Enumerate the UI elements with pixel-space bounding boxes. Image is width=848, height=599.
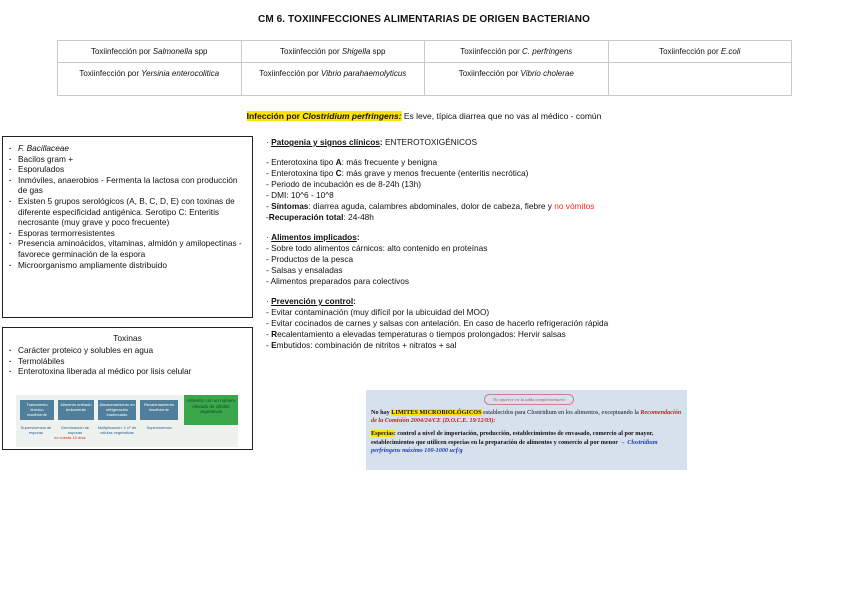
toxins-title: Toxinas [113,333,142,343]
prevention-heading: · Prevención y control: [266,296,356,306]
pathogenesis-line: - DMI: 10^6 - 10^8 [266,190,334,200]
characteristic-item: · Presencia aminoácidos, vitaminas, almidón y amilopectinas - favorece germinación de la espora [7,238,248,259]
toxin-item: · Enterotoxina liberada al médico por lisis celular [7,366,248,377]
characteristic-item: · Inmóviles, anaerobios - Fermenta la lactosa con producción de gas [7,175,248,196]
pathogenesis-heading: · Patogenia y signos clínicos: ENTEROTOXIGÉNICOS [266,137,478,147]
foods-heading: · Alimentos implicados: [266,232,360,242]
nav-cell-vibrio-parahaemolyticus[interactable]: Toxiinfección por Vibrio parahaemolyticus [241,63,425,96]
flow-step: Almacenamiento en refrigeración inadecuado [98,400,136,420]
flow-handwritten-note: no cuesta 15 días [54,435,86,440]
details-column [266,137,686,351]
symptoms-line: - Síntomas: diarrea aguda, calambres abdominales, dolor de cabeza, fiebre y no vómitos [266,201,595,211]
flow-note: Supervivencia de esporas [20,425,52,435]
recovery-line: -Recuperación total: 24-48h [266,212,374,222]
flow-step: Recalentamiento insuficiente [140,400,178,420]
spices-paragraph: Especias: control a nivel de importación, producción, establecimientos de envasado, comercio al por mayor, establecimientos que utilicen especias en la preparación de alimentos y comercio al por menor → Clostridium perfringens máximo 100-1000 ucf/g [371,430,658,454]
flow-note: Supervivencia [146,425,172,430]
characteristic-item: · F. Bacillaceae [7,143,248,154]
nav-cell-empty [608,63,792,96]
nav-cell-shigella[interactable]: Toxiinfección por Shigella spp [241,41,425,63]
pathogenesis-line: - Enterotoxina tipo A: más frecuente y benigna [266,157,438,167]
characteristic-item: · Microorganismo ampliamente distribuido [7,260,248,271]
nav-cell-yersinia[interactable]: Toxiinfección por Yersinia enterocolitica [58,63,242,96]
food-item: - Sobre todo alimentos cárnicos: alto contenido en proteínas [266,243,488,253]
flow-end-box: Alimento con un número elevado de células vegetativas [184,395,238,425]
nav-cell-salmonella[interactable]: Toxiinfección por Salmonella spp [58,41,242,63]
nav-cell-e-coli[interactable]: Toxiinfección por E.coli [608,41,792,63]
nav-cell-vibrio-cholerae[interactable]: Toxiinfección por Vibrio cholerae [425,63,609,96]
prevention-item: - Embutidos: combinación de nitritos + nitratos + sal [266,340,457,350]
prevention-item: - Recalentamiento a elevadas temperaturas o tiempos prolongados: Hervir salsas [266,329,566,339]
pathogenesis-line: - Enterotoxina tipo C: más grave y menos frecuente (enteritis necrótica) [266,168,529,178]
prevention-item: - Evitar cocinados de carnes y salsas con antelación. En caso de hacerlo refrigeración rápida [266,318,609,328]
flow-note: Germinación de esporas [60,425,90,435]
pathogenesis-line: - Periodo de incubación es de 8-24h (13h) [266,179,421,189]
flow-step: Alimento enfriado lentamente [58,400,94,420]
toxin-item: · Carácter proteico y solubles en agua [7,345,248,356]
headline-highlight: Infección por Clostridium perfringens: [246,111,402,121]
flow-note: Multiplicación: 1 nº de células vegetativas [97,425,137,435]
section-headline: Infección por Clostridium perfringens: Es leve, típica diarrea que no vas al médico - común [246,111,602,121]
food-item: - Salsas y ensaladas [266,265,343,275]
prevention-item: - Evitar contaminación (muy difícil por la ubicuidad del MOO) [266,307,490,317]
microbiological-limits-clipping [366,390,687,470]
food-item: - Alimentos preparados para colectivos [266,276,409,286]
characteristic-item: · Esporulados [7,164,248,175]
page-title: CM 6. TOXIINFECCIONES ALIMENTARIAS DE ORIGEN BACTERIANO [258,14,590,25]
characteristics-box [2,136,253,318]
limits-paragraph: No hay LIMITES MICROBIOLÓGICOS establecidos para Clostridium en los alimentos, exceptuando la Recomendación de la Comisión 2004/24/CE (D.O.C.E. 19/12/03): [371,409,682,425]
toxin-item: · Termolábiles [7,356,248,367]
characteristic-item: · Esporas termorresistentes [7,228,248,239]
toxins-box [2,327,253,450]
process-flow-diagram [16,395,238,447]
characteristic-item: · Bacilos gram + [7,154,248,165]
topic-nav-table [57,40,792,96]
characteristic-item: · Existen 5 grupos serológicos (A, B, C, D, E) con toxinas de diferente especificidad antigénica. Serotipo C: Enteritis necrosante (muy grave y poco frecuente) [7,196,248,228]
handwritten-stamp: No aparece en la tabla complementaria [484,394,574,405]
flow-step: Tratamiento térmico insuficiente [20,400,54,420]
food-item: - Productos de la pesca [266,254,354,264]
nav-cell-c-perfringens[interactable]: Toxiinfección por C. perfringens [425,41,609,63]
